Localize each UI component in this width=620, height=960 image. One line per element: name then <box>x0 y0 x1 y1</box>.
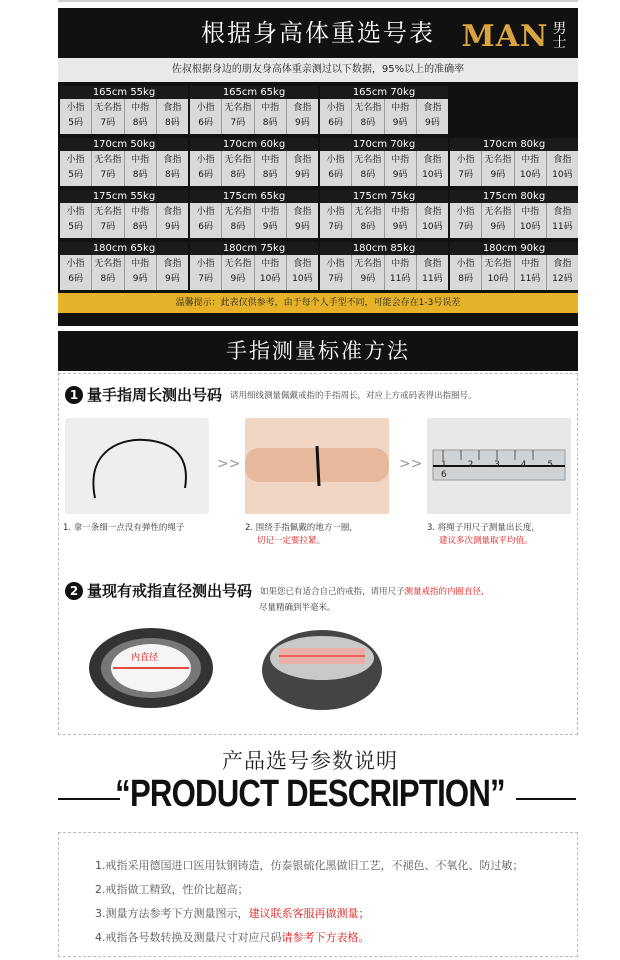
size-value: 小指 6码 <box>60 255 92 290</box>
size-value: 小指 6码 <box>320 99 352 134</box>
size-cell-header: 170cm 50kg <box>60 138 188 151</box>
size-cell-header: 180cm 65kg <box>60 242 188 255</box>
size-cell-header: 170cm 60kg <box>190 138 318 151</box>
size-value: 无名指 9码 <box>482 151 514 186</box>
size-value: 小指 7码 <box>190 255 222 290</box>
size-cell <box>60 190 188 238</box>
size-value: 中指 11码 <box>385 255 417 290</box>
caption-step-3-line1: 3. 将绳子用尺子测量出长度， <box>427 523 540 533</box>
measure-section <box>58 373 578 735</box>
size-cell <box>190 242 318 290</box>
size-cell <box>320 86 448 134</box>
string-photo <box>65 418 209 514</box>
caption-step-2-line2: 切记一定要拉紧。 <box>257 536 326 546</box>
size-cell <box>320 190 448 238</box>
man-logo <box>450 16 578 56</box>
size-chart-panel <box>58 8 578 326</box>
size-value: 中指 9码 <box>125 255 157 290</box>
desc-line-3 <box>95 905 370 921</box>
size-value: 中指 8码 <box>125 99 157 134</box>
size-value: 无名指 9码 <box>482 203 514 238</box>
ruler-numbers: 1 2 3 4 5 6 <box>441 460 563 480</box>
ring-ruler-icon <box>257 618 387 718</box>
size-value: 小指 7码 <box>450 151 482 186</box>
size-value: 中指 8码 <box>125 203 157 238</box>
step2-note-b: 尽量精确到半毫米。 <box>259 603 336 613</box>
size-cell-header: 165cm 65kg <box>190 86 318 99</box>
man-logo-text: MAN <box>461 18 549 54</box>
size-value: 无名指 8码 <box>92 255 124 290</box>
size-value: 食指 9码 <box>157 203 188 238</box>
desc-title-cn: 产品选号参数说明 <box>222 749 398 773</box>
step2-number-icon: 2 <box>65 582 83 600</box>
size-value: 无名指 9码 <box>352 255 384 290</box>
desc-line-4a: 4.戒指各号数转换及测量尺寸对应尺码 <box>95 931 282 944</box>
size-cell-header: 180cm 90kg <box>450 242 578 255</box>
size-cell-header: 175cm 80kg <box>450 190 578 203</box>
desc-line-right <box>516 798 576 800</box>
step2-heading <box>65 580 484 601</box>
step2-note-red: 测量戒指的内圈直径, <box>404 586 484 597</box>
desc-line-4b: 请参考下方表格。 <box>281 931 370 944</box>
size-cell-header: 170cm 70kg <box>320 138 448 151</box>
finger-wrap-icon <box>245 418 389 514</box>
size-value: 中指 11码 <box>515 255 547 290</box>
size-value: 食指 9码 <box>287 99 318 134</box>
step2-note <box>260 585 484 597</box>
step1-note: 请用细线测量佩戴戒指的手指周长，对应上方戒码表得出指圈号。 <box>230 390 477 401</box>
desc-line-3b: 建议联系客服再做测量； <box>248 907 370 920</box>
size-cell <box>190 86 318 134</box>
size-value: 食指 9码 <box>287 203 318 238</box>
ring-inner-photo <box>81 618 221 718</box>
inner-diameter-label: 内直径 <box>131 653 159 663</box>
size-value: 小指 5码 <box>60 151 92 186</box>
step2-title: 量现有戒指直径测出号码 <box>87 582 253 600</box>
step1-heading <box>65 384 477 405</box>
size-value: 无名指 8码 <box>352 151 384 186</box>
size-cell <box>320 242 448 290</box>
size-cell-header: 165cm 70kg <box>320 86 448 99</box>
desc-line-1: 1.戒指采用德国进口医用钛钢铸造，仿泰银硫化黑做旧工艺，不褪色、不氧化、防过敏； <box>95 859 524 872</box>
size-value: 中指 9码 <box>385 99 417 134</box>
size-chart-subtitle: 佐叔根据身边的朋友身高体重亲测过以下数据，95%以上的准确率 <box>58 58 578 82</box>
size-value: 无名指 9码 <box>222 255 254 290</box>
string-icon <box>65 418 209 514</box>
size-value: 食指 10码 <box>417 151 448 186</box>
size-value: 食指 10码 <box>287 255 318 290</box>
size-cell-header: 165cm 55kg <box>60 86 188 99</box>
size-value: 中指 8码 <box>255 99 287 134</box>
size-value: 小指 5码 <box>60 203 92 238</box>
size-cell-header: 175cm 75kg <box>320 190 448 203</box>
caption-step-3-line2: 建议多次测量取平均值。 <box>439 536 533 546</box>
size-value: 无名指 7码 <box>222 99 254 134</box>
size-value: 小指 6码 <box>190 99 222 134</box>
step1-number-icon: 1 <box>65 386 83 404</box>
size-value: 食指 11码 <box>417 255 448 290</box>
step1-title: 量手指周长测出号码 <box>87 386 223 404</box>
size-cell <box>320 138 448 186</box>
caption-step-3 <box>427 522 540 548</box>
desc-box <box>58 832 578 957</box>
size-cell <box>450 138 578 186</box>
size-cell-header: 175cm 55kg <box>60 190 188 203</box>
size-value: 无名指 7码 <box>92 151 124 186</box>
size-value: 中指 9码 <box>255 203 287 238</box>
size-value: 食指 9码 <box>417 99 448 134</box>
caption-step-2 <box>245 522 358 548</box>
size-value: 中指 9码 <box>385 203 417 238</box>
size-cell <box>60 86 188 134</box>
finger-photo <box>245 418 389 514</box>
size-value: 食指 8码 <box>157 151 188 186</box>
size-value: 中指 10码 <box>515 203 547 238</box>
size-tip-bar: 温馨提示：此表仅供参考，由于每个人手型不同，可能会存在1-3号误差 <box>58 293 578 313</box>
man-logo-cn: 男士 <box>552 21 567 51</box>
size-value: 无名指 8码 <box>222 203 254 238</box>
size-chart-title: 根据身高体重选号表 <box>58 8 578 58</box>
size-value: 小指 7码 <box>320 203 352 238</box>
ruler-photo <box>427 418 571 514</box>
size-cell-header: 180cm 75kg <box>190 242 318 255</box>
ring-icon <box>81 618 221 718</box>
caption-step-1: 1. 拿一条细一点没有弹性的绳子 <box>63 523 185 533</box>
size-value: 小指 6码 <box>320 151 352 186</box>
size-value: 食指 10码 <box>547 151 578 186</box>
size-cell <box>60 138 188 186</box>
size-value: 小指 6码 <box>190 151 222 186</box>
size-value: 食指 12码 <box>547 255 578 290</box>
size-cell <box>190 190 318 238</box>
size-value: 无名指 7码 <box>92 203 124 238</box>
size-value: 无名指 7码 <box>92 99 124 134</box>
caption-step-2-line1: 2. 围绕手指佩戴的地方一圈， <box>245 523 358 533</box>
ring-ruler-photo <box>257 618 387 718</box>
size-value: 小指 5码 <box>60 99 92 134</box>
top-divider <box>58 0 578 2</box>
size-value: 小指 7码 <box>450 203 482 238</box>
size-cell-header: 175cm 65kg <box>190 190 318 203</box>
size-value: 中指 10码 <box>255 255 287 290</box>
size-value: 无名指 10码 <box>482 255 514 290</box>
size-value: 食指 8码 <box>157 99 188 134</box>
measure-title: 手指测量标准方法 <box>58 331 578 371</box>
size-value: 小指 8码 <box>450 255 482 290</box>
size-value: 无名指 8码 <box>352 203 384 238</box>
size-value: 食指 9码 <box>287 151 318 186</box>
step2-note-a: 如果您已有适合自己的戒指，请用尺子 <box>260 586 405 597</box>
size-cell <box>60 242 188 290</box>
desc-line-2: 2.戒指做工精致，性价比超高； <box>95 883 249 896</box>
desc-title-en: “PRODUCT DESCRIPTION” <box>115 773 505 815</box>
size-cell <box>450 242 578 290</box>
desc-line-4 <box>95 929 370 945</box>
size-value: 食指 11码 <box>547 203 578 238</box>
size-cell <box>190 138 318 186</box>
size-value: 小指 6码 <box>190 203 222 238</box>
size-value: 无名指 8码 <box>222 151 254 186</box>
size-value: 中指 8码 <box>125 151 157 186</box>
size-cell-header: 170cm 80kg <box>450 138 578 151</box>
size-cell-header: 180cm 85kg <box>320 242 448 255</box>
arrow-icon-1: >> <box>217 456 241 472</box>
size-value: 食指 10码 <box>417 203 448 238</box>
size-value: 中指 8码 <box>255 151 287 186</box>
size-value: 中指 9码 <box>385 151 417 186</box>
size-value: 中指 10码 <box>515 151 547 186</box>
size-value: 食指 9码 <box>157 255 188 290</box>
size-cell <box>450 190 578 238</box>
size-value: 无名指 8码 <box>352 99 384 134</box>
desc-line-3a: 3.测量方法参考下方测量图示， <box>95 907 249 920</box>
arrow-icon-2: >> <box>399 456 423 472</box>
size-value: 小指 7码 <box>320 255 352 290</box>
